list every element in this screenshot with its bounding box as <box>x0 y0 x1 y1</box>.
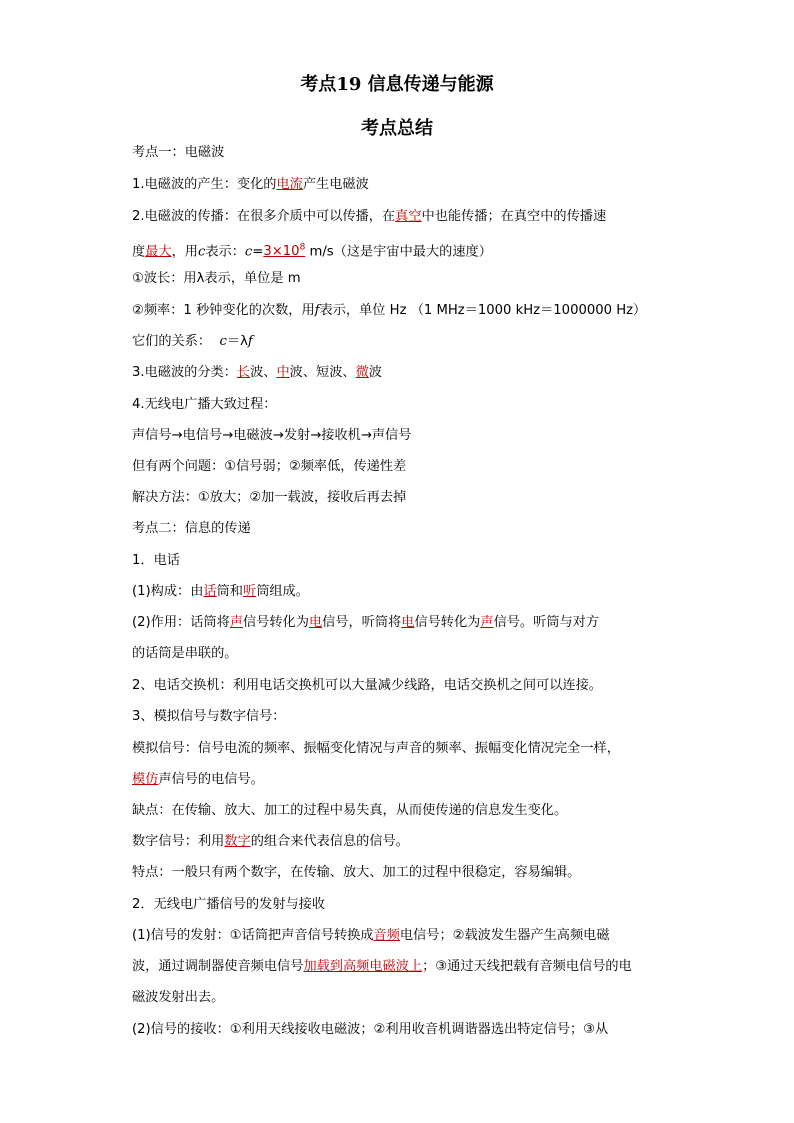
text: 1.电磁波的产生：变化的 <box>132 177 277 192</box>
text: 的组合来代表信息的信号。 <box>250 834 409 849</box>
text: 波、 <box>250 365 277 380</box>
text: 声信号的电信号。 <box>158 772 264 787</box>
text: m/s（这是宇宙中最大的速度） <box>305 244 492 260</box>
text: 数字信号：利用 <box>132 834 225 849</box>
para-problems: 但有两个问题：①信号弱；②频率低，传递性差 <box>132 459 407 474</box>
keyword: 话 <box>203 584 217 599</box>
keyword: 电 <box>308 615 323 630</box>
para-wave-classification <box>132 364 662 382</box>
variable: c <box>244 244 253 260</box>
text: 度 <box>132 244 146 260</box>
keyword: 听 <box>243 584 257 599</box>
heading-radio-broadcast: 2．无线电广播信号的发射与接收 <box>132 897 326 912</box>
keyword: 真空 <box>395 209 422 224</box>
text: ，用 <box>171 244 198 260</box>
variable: f <box>314 303 320 318</box>
para-analog-signal: 模拟信号：信号电流的频率、振幅变化情况与声音的频率、振幅变化情况完全一样， <box>132 741 620 756</box>
text: 电信号；②载波发生器产生高频电磁 <box>399 928 610 943</box>
text: ＝λ <box>226 334 248 349</box>
para-radio-process: 4.无线电广播大致过程： <box>132 397 277 412</box>
para-em-wave-propagation <box>132 208 662 226</box>
para-phone-function <box>132 614 662 632</box>
para-relation <box>132 333 662 351</box>
keyword: 电 <box>401 615 415 630</box>
keyword: 音频 <box>373 928 400 943</box>
keyword: 中 <box>276 365 290 380</box>
para-phone-structure <box>132 583 662 601</box>
text: 中也能传播；在真空中的传播速 <box>421 209 607 224</box>
para-digital-feature: 特点：一般只有两个数字，在传输、放大、加工的过程中很稳定，容易编辑。 <box>132 865 581 880</box>
keyword: 微 <box>355 365 369 380</box>
para-signal-transmit <box>132 927 662 945</box>
para-phone-series: 的话筒是串联的。 <box>132 646 238 661</box>
heading-point-one: 考点一：电磁波 <box>132 145 225 160</box>
para-signal-emit: 磁波发射出去。 <box>132 990 225 1005</box>
variable: f <box>247 334 253 349</box>
keyword: 长 <box>236 365 251 380</box>
text: 2.电磁波的传播：在很多介质中可以传播，在 <box>132 209 396 224</box>
text: 筒和 <box>216 584 243 599</box>
para-speed-of-light <box>132 239 662 261</box>
text: 信号，听筒将 <box>322 615 402 630</box>
text: 表示： <box>205 244 245 260</box>
keyword: 3×10 <box>263 244 300 260</box>
para-wavelength: ①波长：用λ表示，单位是 m <box>132 271 301 286</box>
text: (1)构成：由 <box>132 584 204 599</box>
text: (1)信号的发射：①话筒把声音信号转换成 <box>132 928 374 943</box>
text: = <box>252 244 264 260</box>
variable: c <box>197 244 206 260</box>
text: ；③通过天线把载有音频电信号的电 <box>422 959 632 974</box>
keyword: 模仿 <box>132 772 159 787</box>
keyword: 数字 <box>224 834 251 849</box>
para-signal-receive: (2)信号的接收：①利用天线接收电磁波；②利用收音机调谐器选出特定信号；③从 <box>132 1022 609 1037</box>
keyword: 声 <box>229 615 243 630</box>
para-solutions: 解决方法：①放大；②加一载波，接收后再去掉 <box>132 490 407 505</box>
keyword: 最大 <box>145 244 172 260</box>
page-title: 考点19 信息传递与能源 <box>300 74 494 95</box>
text: 它们的关系： <box>132 334 220 349</box>
para-signal-chain: 声信号→电信号→电磁波→发射→接收机→声信号 <box>132 428 412 443</box>
para-frequency <box>132 302 662 320</box>
text: 信号转化为 <box>243 615 309 630</box>
variable: c <box>219 334 227 349</box>
para-digital-signal <box>132 833 662 851</box>
text: 波，通过调制器使音频电信号 <box>132 959 304 974</box>
text: ②频率：1 秒钟变化的次数，用 <box>132 303 315 318</box>
text: 信号转化为 <box>414 615 481 630</box>
section-title: 考点总结 <box>361 118 433 139</box>
heading-analog-digital: 3、模拟信号与数字信号： <box>132 709 286 724</box>
keyword: 加载到高频电磁波上 <box>303 959 423 974</box>
keyword: 声 <box>480 615 494 630</box>
text: 波 <box>368 365 382 380</box>
keyword: 电流 <box>276 177 303 192</box>
text: (2)作用：话筒将 <box>132 615 230 630</box>
text: 波、短波、 <box>289 365 356 380</box>
para-analog-drawback: 缺点：在传输、放大、加工的过程中易失真，从而使传递的信息发生变化。 <box>132 803 568 818</box>
para-analog-imitate <box>132 771 662 789</box>
text: 表示，单位 Hz （1 MHz＝1000 kHz＝1000000 Hz） <box>319 303 647 318</box>
text: 3.电磁波的分类： <box>132 365 237 380</box>
text: 产生电磁波 <box>302 177 369 192</box>
para-signal-modulate <box>132 958 662 976</box>
para-em-wave-generation <box>132 176 662 194</box>
text: 筒组成。 <box>256 584 309 599</box>
heading-telephone: 1．电话 <box>132 553 180 568</box>
exponent: 8 <box>299 243 306 253</box>
para-phone-exchange: 2、电话交换机：利用电话交换机可以大量减少线路，电话交换机之间可以连接。 <box>132 678 602 693</box>
heading-point-two: 考点二：信息的传递 <box>132 521 251 536</box>
text: 信号。听筒与对方 <box>493 615 600 630</box>
